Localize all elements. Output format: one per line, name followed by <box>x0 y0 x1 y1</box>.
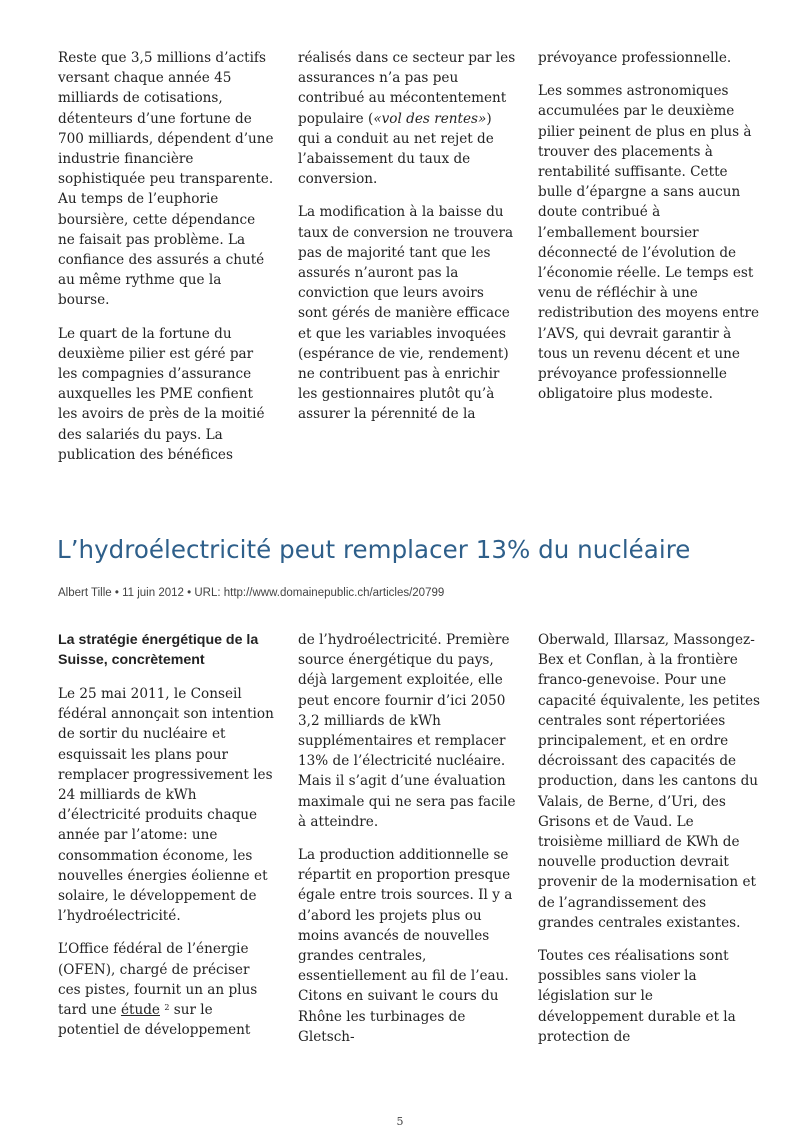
paragraph: Toutes ces réalisations sont possibles sans violer la législation sur le développement durable et la protection de <box>538 948 736 1045</box>
text-run: ) qui a conduit au net rejet de l’abaissement du taux de conversion. <box>298 110 494 188</box>
article-byline: Albert Tille • 11 juin 2012 • URL: http://www.domainepublic.ch/articles/20799 <box>58 587 445 599</box>
section-subheading: La stratégie énergétique de la Suisse, concrètement <box>58 632 259 668</box>
article-column-2 <box>298 630 516 1060</box>
quote-emphasis: «vol des rentes» <box>373 110 487 127</box>
paragraph: Le 25 mai 2011, le Conseil fédéral annonçait son intention de sortir du nucléaire et esquissait les plans pour remplacer progressivement les 24 milliards de kWh d’électricité produits chaque année par l’atome: une consommation économe, les nouvelles énergies éolienne et solaire, le développement de l’hydroélectricité. <box>58 686 274 925</box>
paragraph <box>298 48 516 189</box>
study-link[interactable]: étude <box>120 1002 160 1019</box>
paragraph: Reste que 3,5 millions d’actifs versant chaque année 45 milliards de cotisations, détenteurs d’une fortune de 700 milliards, dépendent d’une industrie financière sophistiquée peu transparente. Au temps de l’euphorie boursière, cette dépendance ne faisait pas problème. La confiance des assurés a chuté au même rythme que la bourse. <box>58 50 274 309</box>
paragraph: La production additionnelle se répartit en proportion presque égale entre trois sources. Il y a d’abord les projets plus ou moins avancés de nouvelles grandes centrales, essentiellement au fil de l’eau. Citons en suivant le cours du Rhône les turbinages de Gletsch- <box>298 847 513 1045</box>
article-title: L’hydroélectricité peut remplacer 13% du nucléaire <box>57 535 691 564</box>
paragraph: Le quart de la fortune du deuxième pilier est géré par les compagnies d’assurance auxquelles les PME confient les avoirs de près de la moitié des salariés du pays. La publication des bénéfices <box>58 325 265 463</box>
text-run: L’Office fédéral de l’énergie (OFEN), chargé de préciser ces pistes, fournit un an plus tard une <box>58 941 258 1019</box>
prev-article-column-1 <box>58 48 276 478</box>
text-run: réalisés dans ce secteur par les assurances n’a pas peu contribué au mécontentement populaire ( <box>298 50 516 127</box>
page-number: 5 <box>396 1115 404 1128</box>
paragraph: La modification à la baisse du taux de conversion ne trouvera pas de majorité tant que les assurés n’auront pas la conviction que leurs avoirs sont gérés de manière efficace et que les variables invoquées (espérance de vie, rendement) ne contribuent pas à enrichir les gestionnaires plutôt qu’à assurer la pérennité de la <box>298 204 514 423</box>
text-run: sur le potentiel de développement <box>58 1002 251 1039</box>
paragraph: de l’hydroélectricité. Première source énergétique du pays, déjà largement exploitée, elle peut encore fournir d’ici 2050 3,2 milliards de kWh supplémentaires et remplacer 13% de l’électricité nucléaire. Mais il s’agit d’une évaluation maximale qui ne sera pas facile à atteindre. <box>298 632 516 830</box>
paragraph: prévoyance professionnelle. <box>538 50 732 66</box>
paragraph: Oberwald, Illarsaz, Massongez-Bex et Conflan, à la frontière franco-genevoise. Pour une capacité équivalente, les petites centrales sont répertoriées principalement, et en ordre décroissant des capacités de production, dans les cantons du Valais, de Berne, d’Uri, des Grisons et de Vaud. Le troisième milliard de KWh de nouvelle production devrait provenir de la modernisation et de l’agrandissement des grandes centrales existantes. <box>538 632 760 931</box>
paragraph <box>58 939 276 1040</box>
article-column-1 <box>58 630 276 1053</box>
prev-article-column-2 <box>298 48 516 438</box>
footnote-marker: 2 <box>164 1003 170 1013</box>
paragraph: Les sommes astronomiques accumulées par le deuxième pilier peinent de plus en plus à trouver des placements à rentabilité suffisante. Cette bulle d’épargne a sans aucun doute contribué à l’emballement boursier déconnecté de l’évolution de l’économie réelle. Le temps est venu de réfléchir à une redistribution des moyens entre l’AVS, qui devrait garantir à tous un revenu décent et une prévoyance professionnelle obligatoire plus modeste. <box>538 83 760 403</box>
prev-article-column-3 <box>538 48 760 417</box>
article-column-3 <box>538 630 760 1060</box>
